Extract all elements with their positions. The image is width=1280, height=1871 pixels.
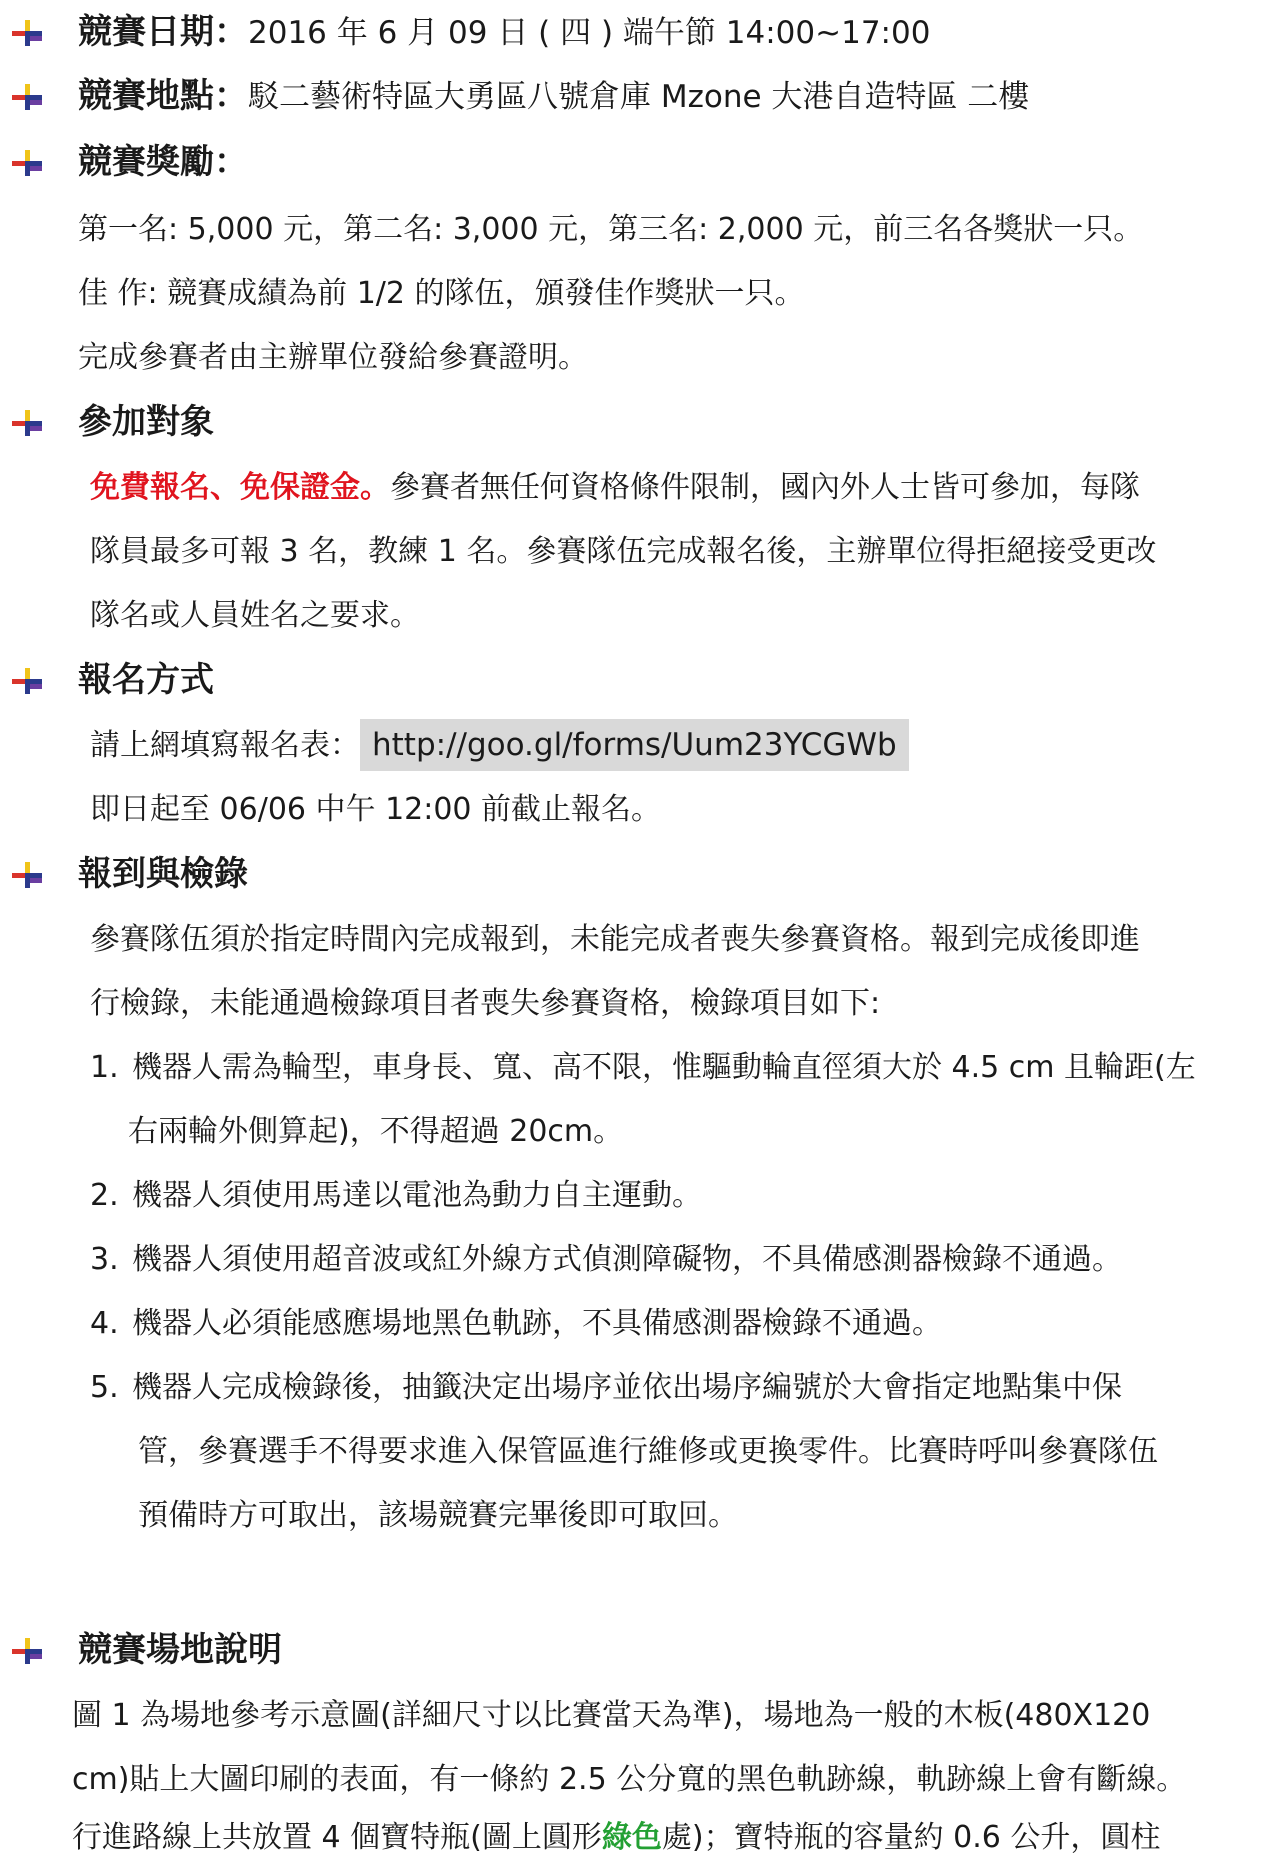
pushpin-bullet-icon xyxy=(12,668,42,694)
awards-line-1: 第一名: 5,000 元，第二名: 3,000 元，第三名: 2,000 元，前三名各獎狀一只。 xyxy=(78,212,1144,247)
field-line-3 xyxy=(72,1806,1160,1870)
list-item-number: 4. xyxy=(90,1306,119,1341)
pushpin-bullet-icon xyxy=(12,84,42,110)
checkin-intro-1: 參賽隊伍須於指定時間內完成報到，未能完成者喪失參賽資格。報到完成後即進 xyxy=(90,922,1140,957)
awards-line-3: 完成參賽者由主辦單位發給參賽證明。 xyxy=(78,340,588,375)
venue-heading xyxy=(78,64,1029,128)
section-checkin xyxy=(0,842,1280,1533)
section-registration xyxy=(0,648,1280,827)
list-item-text: 機器人完成檢錄後，抽籤決定出場序並依出場序編號於大會指定地點集中保 xyxy=(132,1370,1122,1405)
list-item-text: 機器人必須能感應場地黑色軌跡，不具備感測器檢錄不通過。 xyxy=(132,1306,942,1341)
field-line-1: 圖 1 為場地參考示意圖(詳細尺寸以比賽當天為準)，場地為一般的木板(480X120 xyxy=(72,1698,1151,1733)
venue-value: 駁二藝術特區大勇區八號倉庫 Mzone 大港自造特區 二樓 xyxy=(248,79,1030,115)
checkin-heading: 報到與檢錄 xyxy=(78,854,248,894)
list-item xyxy=(90,1228,1122,1292)
field-heading: 競賽場地說明 xyxy=(78,1630,282,1670)
list-item xyxy=(90,1164,702,1228)
list-item-text: 機器人須使用馬達以電池為動力自主運動。 xyxy=(132,1178,702,1213)
list-item xyxy=(90,1036,1196,1100)
eligibility-line-2: 隊員最多可報 3 名，教練 1 名。參賽隊伍完成報名後，主辦單位得拒絕接受更改 xyxy=(90,534,1157,569)
pushpin-bullet-icon xyxy=(12,410,42,436)
pushpin-bullet-icon xyxy=(12,862,42,888)
checkin-intro-2: 行檢錄，未能通過檢錄項目者喪失參賽資格，檢錄項目如下: xyxy=(90,986,881,1021)
list-item-number: 3. xyxy=(90,1242,119,1277)
registration-heading: 報名方式 xyxy=(78,660,214,700)
registration-deadline: 即日起至 06/06 中午 12:00 前截止報名。 xyxy=(90,792,662,827)
list-item xyxy=(90,1292,942,1356)
section-date xyxy=(0,0,1280,64)
list-item-text: 機器人需為輪型，車身長、寬、高不限，惟驅動輪直徑須大於 4.5 cm 且輪距(左 xyxy=(132,1050,1196,1085)
section-eligibility xyxy=(0,390,1280,633)
venue-label: 競賽地點： xyxy=(78,76,248,116)
eligibility-line-1 xyxy=(90,456,1140,520)
list-item-number: 2. xyxy=(90,1178,119,1213)
section-awards xyxy=(0,130,1280,375)
field-line-3-text-a: 行進路線上共放置 4 個寶特瓶(圖上圓形 xyxy=(72,1820,602,1855)
registration-form-link[interactable]: http://goo.gl/forms/Uum23YCGWb xyxy=(360,719,909,771)
registration-prompt: 請上網填寫報名表： xyxy=(90,728,360,763)
field-line-3-text-b: 處)；寶特瓶的容量約 0.6 公升，圓柱 xyxy=(661,1820,1161,1855)
list-item-continuation: 右兩輪外側算起)，不得超過 20cm。 xyxy=(128,1114,624,1149)
section-venue xyxy=(0,64,1280,128)
section-field xyxy=(0,1618,1280,1855)
list-item-continuation: 管，參賽選手不得要求進入保管區進行維修或更換零件。比賽時呼叫參賽隊伍 xyxy=(138,1434,1158,1469)
list-item-number: 1. xyxy=(90,1050,119,1085)
eligibility-line-1-text: 參賽者無任何資格條件限制，國內外人士皆可參加，每隊 xyxy=(390,470,1140,505)
awards-heading: 競賽獎勵： xyxy=(78,142,248,182)
pushpin-bullet-icon xyxy=(12,150,42,176)
free-registration-highlight: 免費報名、免保證金。 xyxy=(90,470,390,505)
date-label: 競賽日期： xyxy=(78,12,248,52)
eligibility-heading: 參加對象 xyxy=(78,402,214,442)
green-highlight: 綠色 xyxy=(601,1820,662,1855)
field-line-2: cm)貼上大圖印刷的表面，有一條約 2.5 公分寬的黑色軌跡線，軌跡線上會有斷線。 xyxy=(72,1762,1187,1797)
list-item-number: 5. xyxy=(90,1370,119,1405)
list-item-continuation: 預備時方可取出，該場競賽完畢後即可取回。 xyxy=(138,1498,738,1533)
list-item-text: 機器人須使用超音波或紅外線方式偵測障礙物，不具備感測器檢錄不通過。 xyxy=(132,1242,1122,1277)
registration-form-line xyxy=(90,714,909,778)
pushpin-bullet-icon xyxy=(12,20,42,46)
date-value: 2016 年 6 月 09 日 ( 四 ) 端午節 14:00~17:00 xyxy=(248,15,931,51)
date-heading xyxy=(78,0,930,64)
eligibility-line-3: 隊名或人員姓名之要求。 xyxy=(90,598,420,633)
awards-line-2: 佳 作: 競賽成績為前 1/2 的隊伍，頒發佳作獎狀一只。 xyxy=(78,276,805,311)
pushpin-bullet-icon xyxy=(12,1638,42,1664)
list-item xyxy=(90,1356,1122,1420)
